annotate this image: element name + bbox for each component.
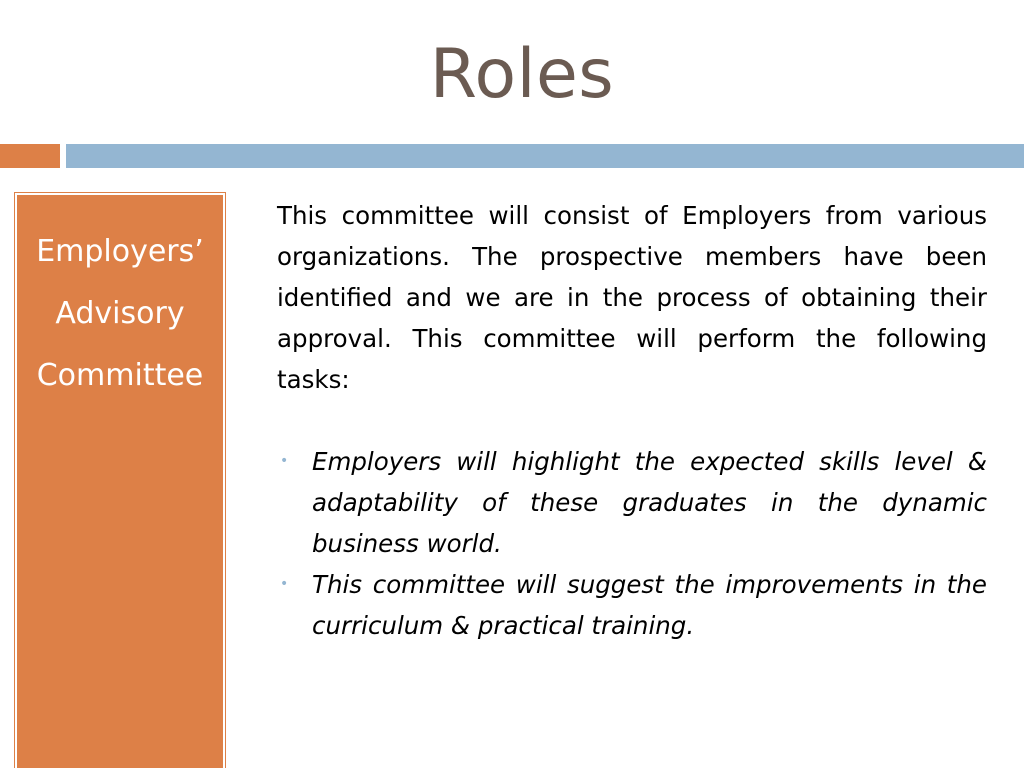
sidebar-panel bbox=[14, 192, 226, 768]
bullet-dot-icon: • bbox=[280, 453, 289, 469]
task-item bbox=[277, 564, 987, 646]
sidebar-line-employers: Employers’ bbox=[36, 234, 204, 269]
sidebar-fill bbox=[17, 195, 223, 768]
task-list bbox=[277, 441, 987, 646]
bullet-dot-icon: • bbox=[280, 576, 289, 592]
sidebar-line-advisory: Advisory bbox=[55, 296, 185, 331]
content-area bbox=[277, 195, 987, 646]
accent-bar-orange bbox=[0, 144, 60, 168]
accent-bar-blue bbox=[66, 144, 1024, 168]
task-item-text: Employers will highlight the expected skills level & adaptability of these graduates in the dynamic business world. bbox=[312, 447, 987, 558]
task-item bbox=[277, 441, 987, 564]
sidebar-line-committee: Committee bbox=[36, 358, 204, 393]
task-item-text: This committee will suggest the improvements in the curriculum & practical training. bbox=[312, 570, 987, 640]
slide-title: Roles bbox=[429, 35, 615, 114]
intro-paragraph: This committee will consist of Employers from various organizations. The prospective members have been identified and we are in the process of obtaining their approval. This committee will perform the following tasks: bbox=[277, 201, 987, 394]
